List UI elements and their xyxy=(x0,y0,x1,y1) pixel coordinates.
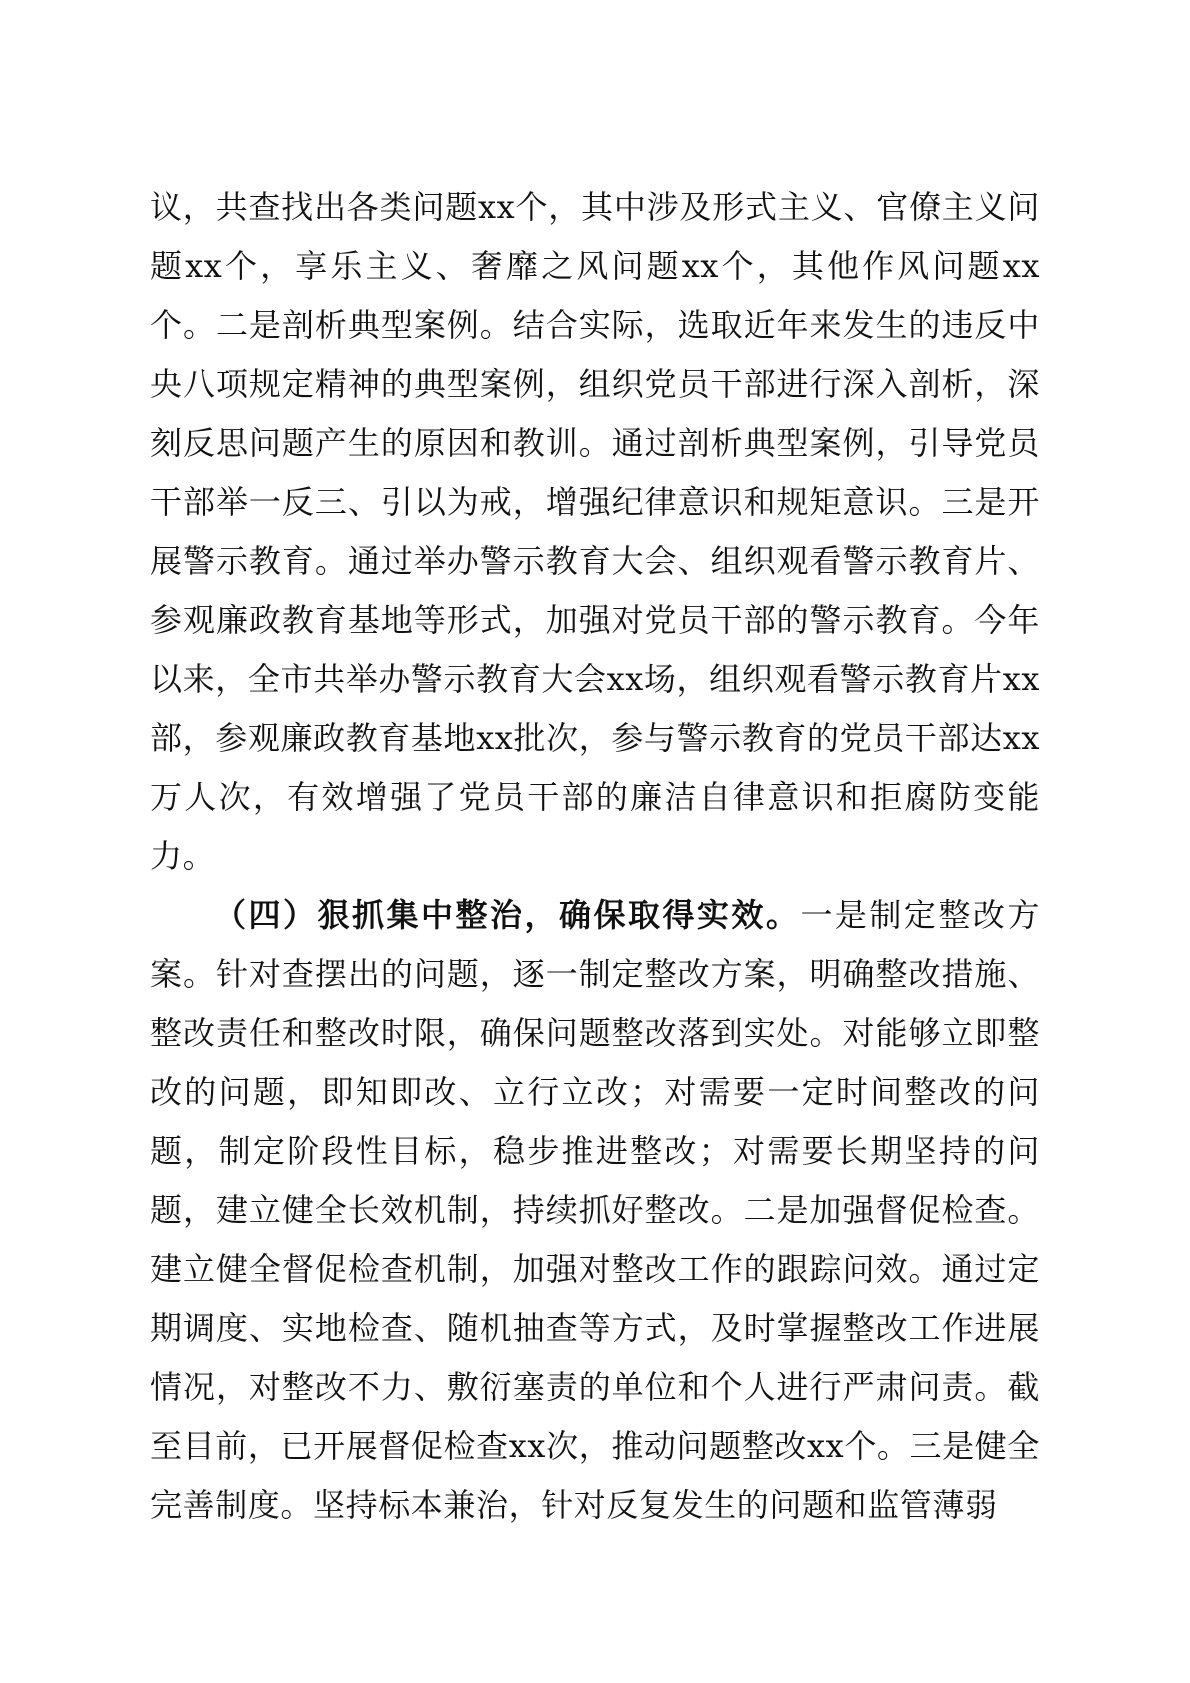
paragraph-rectification xyxy=(150,886,1040,1535)
paragraph-text: 一是制定整改方案。针对查摆出的问题，逐一制定整改方案，明确整改措施、整改责任和整改时限，确保问题整改落到实处。对能够立即整改的问题，即知即改、立行立改；对需要一定时间整改的问题，制定阶段性目标，稳步推进整改；对需要长期坚持的问题，建立健全长效机制，持续抓好整改。二是加强督促检查。建立健全督促检查机制，加强对整改工作的跟踪问效。通过定期调度、实地检查、随机抽查等方式，及时掌握整改工作进展情况，对整改不力、敷衍塞责的单位和个人进行严肃问责。截至目前，已开展督促检查xx次，推动问题整改xx个。三是健全完善制度。坚持标本兼治，针对反复发生的问题和监管薄弱 xyxy=(150,896,1041,1524)
paragraph-text: 议，共查找出各类问题xx个，其中涉及形式主义、官僚主义问题xx个，享乐主义、奢靡之风问题xx个，其他作风问题xx个。二是剖析典型案例。结合实际，选取近年来发生的违反中央八项规定精神的典型案例，组织党员干部进行深入剖析，深刻反思问题产生的原因和教训。通过剖析典型案例，引导党员干部举一反三、引以为戒，增强纪律意识和规矩意识。三是开展警示教育。通过举办警示教育大会、组织观看警示教育片、参观廉政教育基地等形式，加强对党员干部的警示教育。今年以来，全市共举办警示教育大会xx场，组织观看警示教育片xx部，参观廉政教育基地xx批次，参与警示教育的党员干部达xx万人次，有效增强了党员干部的廉洁自律意识和拒腐防变能力。 xyxy=(150,188,1040,875)
section-heading: （四）狠抓集中整治，确保取得实效。 xyxy=(214,896,801,934)
document-body xyxy=(150,178,1040,1535)
paragraph-warning-education xyxy=(150,178,1040,886)
